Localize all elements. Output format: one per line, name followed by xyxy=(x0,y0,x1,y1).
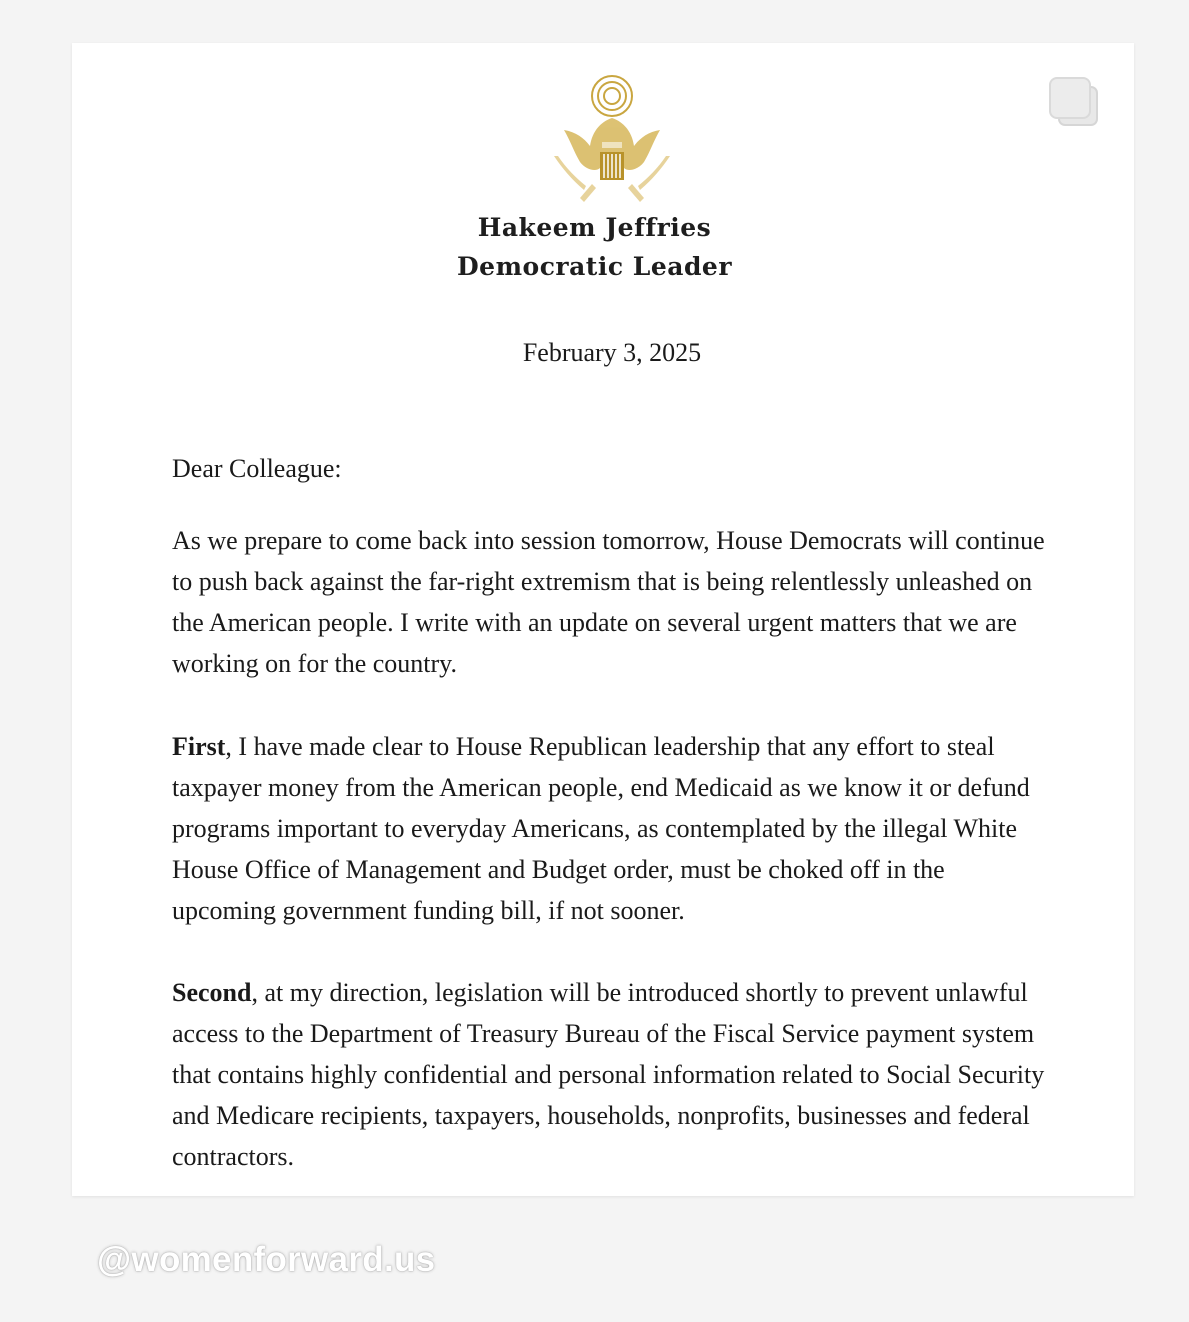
house-seal-icon xyxy=(540,72,680,212)
letterhead-name: Hakeem Jeffries xyxy=(477,213,712,242)
paragraph-3-lead: Second xyxy=(172,978,252,1007)
multiple-images-icon[interactable] xyxy=(1049,77,1101,129)
letter-date: February 3, 2025 xyxy=(522,338,702,367)
paragraph-2-lead: First xyxy=(172,732,226,761)
account-handle-watermark: @womenforward.us xyxy=(97,1240,436,1279)
multiple-images-icon-front xyxy=(1049,77,1091,119)
letter-paragraph-3 xyxy=(172,972,1052,1177)
letterhead-title: Democratic Leader xyxy=(456,252,733,281)
letter-paragraph-2 xyxy=(172,726,1052,931)
paragraph-2-body: , I have made clear to House Republican leadership that any effort to steal taxpayer money from the American people, end Medicaid as we know it or defund programs important to everyday Americans, as contemplated by the illegal White House Office of Management and Budget order, must be choked off in the upcoming government funding bill, if not sooner. xyxy=(172,732,1030,925)
letter-paragraph-1: As we prepare to come back into session tomorrow, House Democrats will continue to push back against the far-right extremism that is being relentlessly unleashed on the American people. I write with an update on several urgent matters that we are working on for the country. xyxy=(172,526,1045,678)
paragraph-3-body: , at my direction, legislation will be introduced shortly to prevent unlawful access to the Department of Treasury Bureau of the Fiscal Service payment system that contains highly confidential and personal information related to Social Security and Medicare recipients, taxpayers, households, nonprofits, businesses and federal contractors. xyxy=(172,978,1045,1171)
letter-salutation: Dear Colleague: xyxy=(172,454,342,483)
